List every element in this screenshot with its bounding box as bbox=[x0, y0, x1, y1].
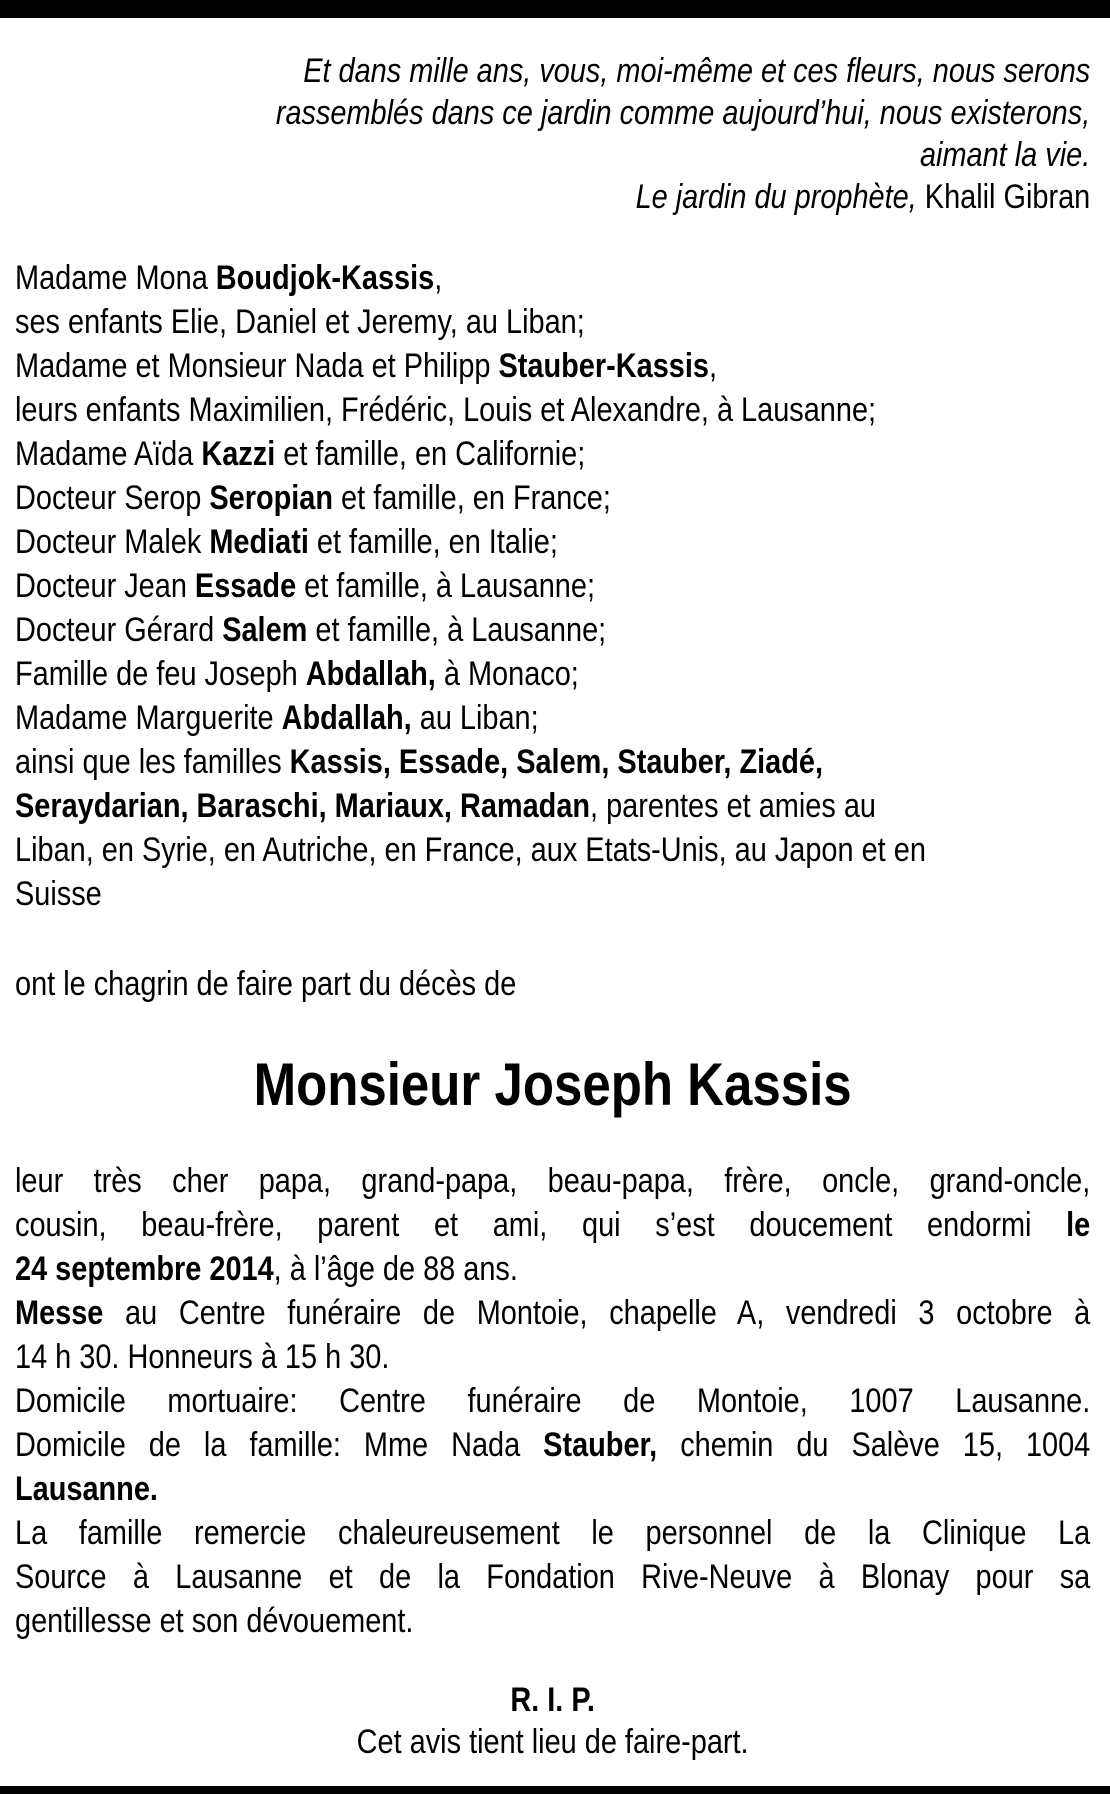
text-segment: 14 h 30. Honneurs à 15 h 30. bbox=[15, 1338, 390, 1376]
text-segment: Et dans mille ans, vous, moi-même et ces fleurs, nous serons bbox=[303, 52, 1091, 90]
bold-name: Stauber-Kassis bbox=[498, 347, 709, 385]
bold-name: Mediati bbox=[209, 523, 309, 561]
rip-line bbox=[15, 1678, 1090, 1722]
text-segment: chemin du Salève 15, 1004 bbox=[657, 1426, 1091, 1464]
text-segment: ses enfants Elie, Daniel et Jeremy, au Liban; bbox=[15, 303, 585, 341]
text-segment: , bbox=[708, 347, 717, 385]
family-line bbox=[15, 564, 1090, 608]
deceased-name: Monsieur Joseph Kassis bbox=[253, 1051, 852, 1118]
text-segment: Domicile de la famille: Mme Nada bbox=[15, 1426, 544, 1464]
bold-name: Abdallah, bbox=[281, 699, 412, 737]
announcement-line bbox=[15, 962, 1090, 1006]
body-line bbox=[15, 1467, 1090, 1511]
text-segment: Liban, en Syrie, en Autriche, en France, aux Etats-Unis, au Japon et en bbox=[15, 831, 926, 869]
family-line bbox=[15, 828, 1090, 872]
body-line bbox=[15, 1599, 1090, 1643]
text-segment: leurs enfants Maximilien, Frédéric, Louis et Alexandre, à Lausanne; bbox=[15, 391, 877, 429]
bold-name: Kazzi bbox=[201, 435, 276, 473]
text-segment: Khalil Gibran bbox=[916, 178, 1091, 216]
family-line bbox=[15, 652, 1090, 696]
text-segment: , parentes et amies au bbox=[590, 787, 877, 825]
text-segment: Docteur Serop bbox=[15, 479, 210, 517]
bold-name: Stauber, bbox=[543, 1426, 658, 1464]
family-line bbox=[15, 388, 1090, 432]
text-segment: La famille remercie chaleureusement le personnel de la Clinique La bbox=[15, 1514, 1091, 1552]
top-border bbox=[0, 0, 1110, 18]
text-segment: , bbox=[434, 259, 443, 297]
announcement-text: ont le chagrin de faire part du décès de bbox=[15, 965, 517, 1003]
quote-line bbox=[15, 49, 1090, 93]
text-segment: Madame Marguerite bbox=[15, 699, 282, 737]
body-line bbox=[15, 1335, 1090, 1379]
quote-line bbox=[15, 133, 1090, 177]
text-segment: Le jardin du prophète, bbox=[635, 178, 917, 216]
footer-note-line bbox=[15, 1720, 1090, 1764]
text-segment: à Monaco; bbox=[435, 655, 579, 693]
text-segment: et famille, en Californie; bbox=[275, 435, 586, 473]
text-segment: au Centre funéraire de Montoie, chapelle A, vendredi 3 octobre à bbox=[103, 1294, 1091, 1332]
family-line bbox=[15, 256, 1090, 300]
text-segment: Madame Mona bbox=[15, 259, 216, 297]
text-segment: et famille, à Lausanne; bbox=[296, 567, 595, 605]
text-segment: gentillesse et son dévouement. bbox=[15, 1602, 414, 1640]
bold-name: Seropian bbox=[209, 479, 334, 517]
family-line bbox=[15, 872, 1090, 916]
text-segment: au Liban; bbox=[411, 699, 539, 737]
family-line bbox=[15, 476, 1090, 520]
quote-line bbox=[15, 175, 1090, 219]
bold-name: Messe bbox=[15, 1294, 104, 1332]
family-line bbox=[15, 300, 1090, 344]
body-line bbox=[15, 1511, 1090, 1555]
body-line bbox=[15, 1379, 1090, 1423]
text-segment: et famille, en France; bbox=[333, 479, 611, 517]
family-line bbox=[15, 784, 1090, 828]
family-line bbox=[15, 520, 1090, 564]
footer-note: Cet avis tient lieu de faire-part. bbox=[356, 1723, 749, 1761]
text-segment: aimant la vie. bbox=[919, 136, 1091, 174]
bold-name: Essade bbox=[194, 567, 297, 605]
text-segment: Source à Lausanne et de la Fondation Rive-Neuve à Blonay pour sa bbox=[15, 1558, 1091, 1596]
deceased-name-block bbox=[15, 1050, 1090, 1120]
body-line bbox=[15, 1423, 1090, 1467]
text-segment: rassemblés dans ce jardin comme aujourd’hui, nous existerons, bbox=[275, 94, 1091, 132]
text-segment: et famille, en Italie; bbox=[308, 523, 558, 561]
bold-name: Seraydarian, Baraschi, Mariaux, Ramadan bbox=[15, 787, 591, 825]
text-segment: Domicile mortuaire: Centre funéraire de Montoie, 1007 Lausanne. bbox=[15, 1382, 1091, 1420]
text-segment: Madame Aïda bbox=[15, 435, 202, 473]
family-line bbox=[15, 696, 1090, 740]
rip-text: R. I. P. bbox=[510, 1681, 595, 1719]
bold-name: 24 septembre 2014 bbox=[15, 1250, 274, 1288]
text-segment: ainsi que les familles bbox=[15, 743, 290, 781]
text-segment: cousin, beau-frère, parent et ami, qui s’est doucement endormi bbox=[15, 1206, 1067, 1244]
text-segment: Docteur Gérard bbox=[15, 611, 223, 649]
text-segment: et famille, à Lausanne; bbox=[307, 611, 607, 649]
quote-line bbox=[15, 91, 1090, 135]
bold-name: le bbox=[1066, 1206, 1091, 1244]
body-line bbox=[15, 1555, 1090, 1599]
text-segment: leur très cher papa, grand-papa, beau-papa, frère, oncle, grand-oncle, bbox=[15, 1162, 1091, 1200]
family-line bbox=[15, 740, 1090, 784]
bold-name: Kassis, Essade, Salem, Stauber, Ziadé, bbox=[289, 743, 824, 781]
bottom-border bbox=[0, 1786, 1110, 1794]
bold-name: Abdallah, bbox=[305, 655, 436, 693]
family-line bbox=[15, 608, 1090, 652]
text-segment: Madame et Monsieur Nada et Philipp bbox=[15, 347, 499, 385]
text-segment: Docteur Jean bbox=[15, 567, 195, 605]
family-line bbox=[15, 344, 1090, 388]
body-line bbox=[15, 1291, 1090, 1335]
body-line bbox=[15, 1203, 1090, 1247]
body-line bbox=[15, 1159, 1090, 1203]
text-segment: Docteur Malek bbox=[15, 523, 210, 561]
text-segment: Famille de feu Joseph bbox=[15, 655, 306, 693]
text-segment: Suisse bbox=[15, 875, 102, 913]
bold-name: Boudjok-Kassis bbox=[215, 259, 435, 297]
bold-name: Salem bbox=[222, 611, 308, 649]
body-line bbox=[15, 1247, 1090, 1291]
text-segment: , à l’âge de 88 ans. bbox=[273, 1250, 518, 1288]
bold-name: Lausanne. bbox=[15, 1470, 158, 1508]
family-line bbox=[15, 432, 1090, 476]
